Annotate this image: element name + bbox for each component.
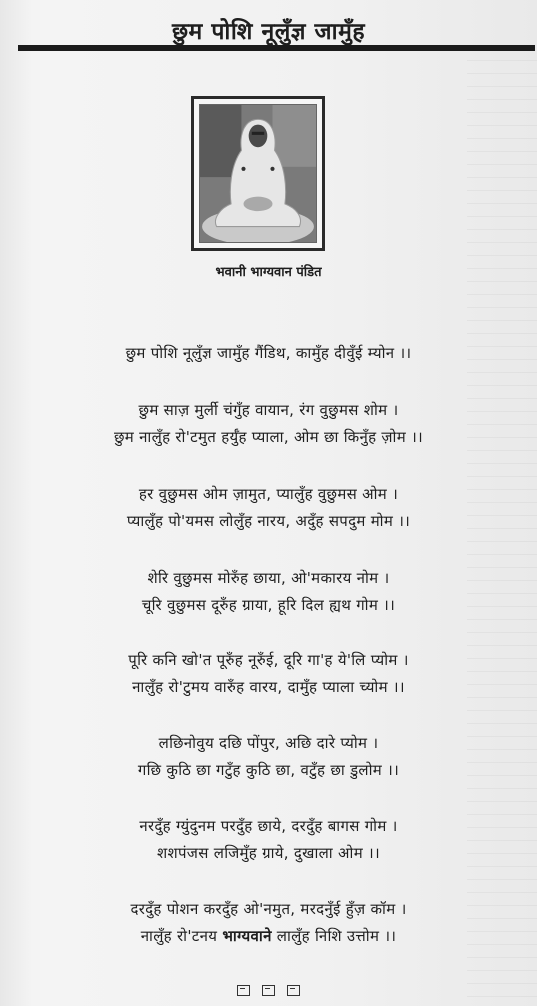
poem-line: शेरि वुछुमस मोरुँह छाया, ओ'मकारय नोम । [147, 569, 390, 587]
portrait-frame [191, 96, 325, 251]
poem-line: लछिनोवुय दछि पोंपुर, अछि दारे प्योम । [158, 734, 379, 752]
ornament-icon [287, 985, 300, 996]
poem-line: छुम नालुँह रो'टमुत हर्युँह प्याला, ओम छा किनुँह ज़ोम ।। [113, 428, 424, 446]
poem-line: पूरि कनि खो'त पूरुँह नूरुँई, दूरि गा'ह ये'लि प्योम । [128, 651, 409, 669]
poem-line: छुम पोशि नूलुँज्ञ जामुँह गैंडिथ, कामुँह दीवुँई म्योन ।। [125, 344, 412, 362]
poem-line: हर वुछुमस ओम ज़ामुत, प्यालुँह वुछुमस ओम । [138, 485, 399, 503]
poem-line: शशपंजस लजिमुँह ग्राये, दुखाला ओम ।। [156, 844, 381, 862]
page-title: छुम पोशि नूलुँज्ञ जामुँह [171, 19, 366, 45]
poem-line-signature [0, 926, 537, 946]
portrait-photo [199, 104, 317, 243]
poem-line: छुम साज़ मुर्ली चंगुँह वायान, रंग वुछुमस शोम । [138, 401, 399, 419]
ornament-icon [262, 985, 275, 996]
ornament-icon [237, 985, 250, 996]
end-ornaments [0, 985, 537, 999]
poem-line: चूरि वुछुमस दूरुँह ग्राया, हूरि दिल ह्यथ गोम ।। [141, 596, 396, 614]
poem-line: नालुँह रो'टुमय वारुँह वारय, दामुँह प्याला च्योम ।। [132, 678, 405, 696]
photo-caption: भवानी भाग्यवान पंडित [215, 265, 322, 280]
poem-text: लालुँह निशि उत्तोम ।। [271, 927, 397, 945]
poem-text: नालुँह रो'टनय [140, 927, 223, 945]
poem-line: प्यालुँह पो'यमस लोलुँह नारय, अदुँह सपदुम मोम ।। [126, 512, 411, 530]
portrait-illustration [200, 105, 316, 242]
poem-line: दरदुँह पोशन करदुँह ओ'नमुत, मरदनुँई हुँज़ कॉम । [130, 900, 407, 918]
poem-line: गछि कुठि छा गटुँह कुठि छा, वटुँह छा डुलोम ।। [137, 761, 400, 779]
poet-name-bold: भाग्यवाने [222, 927, 272, 945]
poem-line: नरदुँह ग्युंदुनम परदुँह छाये, दरदुँह बागस गोम । [139, 817, 398, 835]
title-rule [18, 45, 535, 51]
